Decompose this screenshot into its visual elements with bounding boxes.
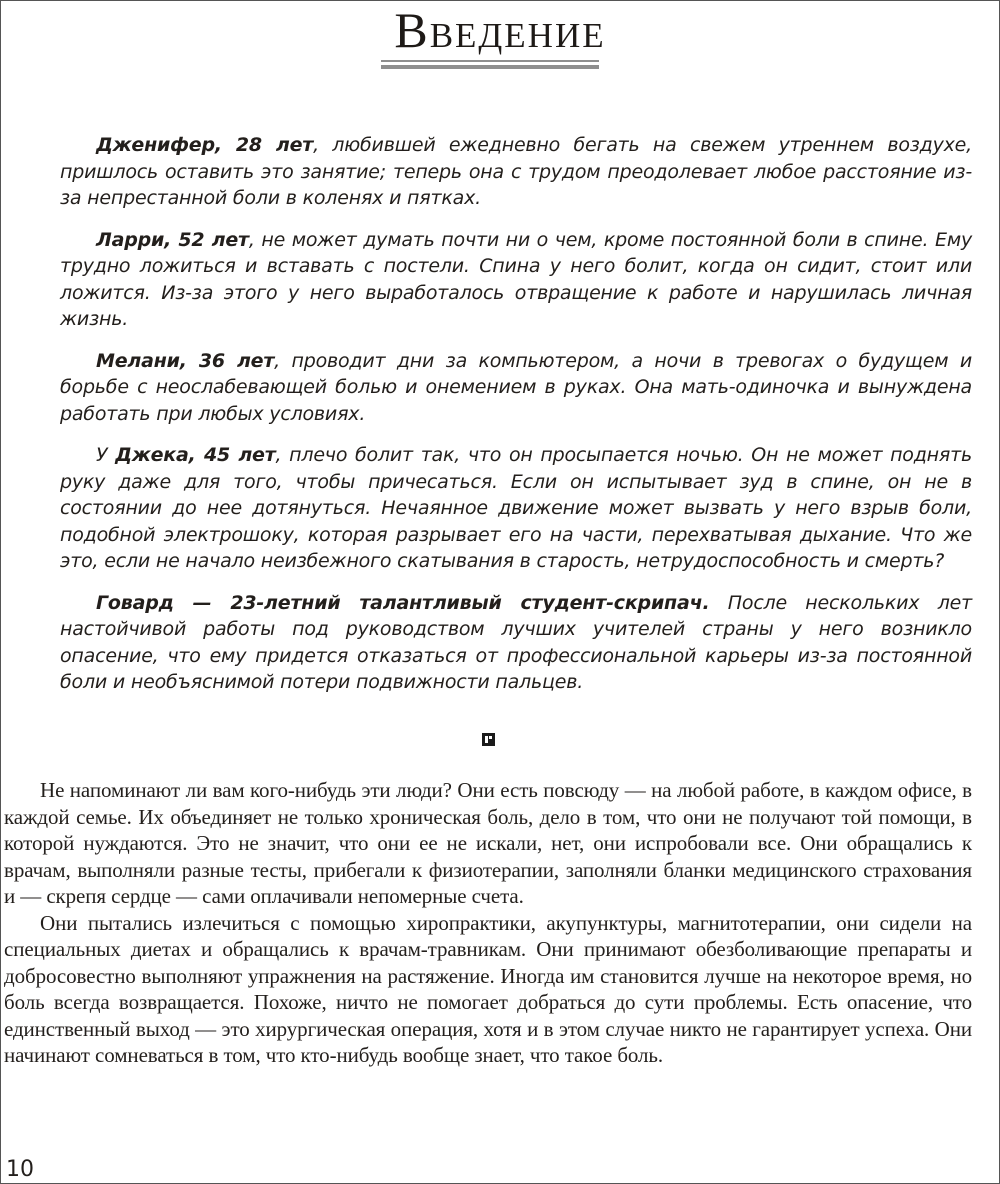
case-text: , плечо болит так, что он просыпается ночью. Он не может поднять руку даже для того, чтобы причесаться. Если он испытывает зуд в спине, он не в состоянии до нее дотянуться. Нечаянное движение может вызвать у него взрыв боли, подобной электрошоку, которая разрывает его на части, перехватывая дыхание. Что же это, если не начало неизбежного скатывания в старость, нетрудоспособность и смерть? (60, 444, 972, 572)
case-item (60, 590, 972, 696)
page-number: 10 (6, 1157, 34, 1182)
case-item (60, 442, 972, 575)
case-lead: Джека, 45 лет (115, 444, 276, 466)
case-lead: Говард — 23-летний талантливый студент-скрипач. (96, 591, 710, 614)
section-divider-icon (482, 733, 495, 746)
case-text: , не может думать почти ни о чем, кроме постоянной боли в спине. Ему трудно ложиться и вставать с постели. Спина у него болит, когда он сидит, стоит или ложится. Из-за этого у него выработалось отвращение к работе и нарушилась личная жизнь. (60, 228, 972, 330)
case-text: , любившей ежедневно бегать на свежем утреннем воздухе, пришлось оставить это занятие; теперь она с трудом преодолевает любое расстояние из-за непрестанной боли в коленях и пятках. (60, 134, 972, 209)
case-list (60, 132, 972, 711)
case-prefix: У (96, 444, 116, 466)
case-item (60, 227, 972, 333)
title-underline (381, 60, 599, 69)
body-paragraph: Не напоминают ли вам кого-нибудь эти люди? Они есть повсюду — на любой работе, в каждом офисе, в каждой семье. Их объединяет не только хроническая боль, дело в том, что они не получают той помощи, в которой нуждаются. Это не значит, что они ее не искали, нет, они испробовали все. Они обращались к врачам, выполняли разные тесты, прибегали к физиотерапии, заполняли бланки медицинского страхования и — скрепя сердце — сами оплачивали непомерные счета. (4, 778, 972, 908)
case-text: , проводит дни за компьютером, а ночи в тревогах о будущем и борьбе с неослабевающей болью и онемением в руках. Она мать-одиночка и вынуждена работать при любых условиях. (60, 349, 972, 425)
case-lead: Дженифер, 28 лет (96, 134, 314, 156)
case-lead: Мелани, 36 лет (96, 349, 275, 372)
case-item (60, 132, 972, 212)
case-text: После нескольких лет настойчивой работы под руководством лучших учителей страны у него возникло опасение, что ему придется отказаться от профессиональной карьеры из-за постоянной боли и необъяснимой потери подвижности пальцев. (60, 591, 972, 693)
body-paragraph: Они пытались излечиться с помощью хиропрактики, акупунктуры, магнитотерапии, они сидели на специальных диетах и обращались к врачам-травникам. Они принимают обезболивающие препараты и добросовестно выполняют упражнения на растяжение. Иногда им становится лучше на некоторое время, но боль всегда возвращается. Похоже, ничто не помогает добраться до сути проблемы. Есть опасение, что единственный выход — это хирургическая операция, хотя и в этом случае никто не гарантирует успеха. Они начинают сомневаться в том, что кто-нибудь вообще знает, что такое боль. (4, 910, 972, 1067)
case-lead: Ларри, 52 лет (96, 228, 249, 251)
case-item (60, 348, 972, 428)
body-text (4, 777, 972, 1069)
page-title: Введение (394, 2, 606, 58)
